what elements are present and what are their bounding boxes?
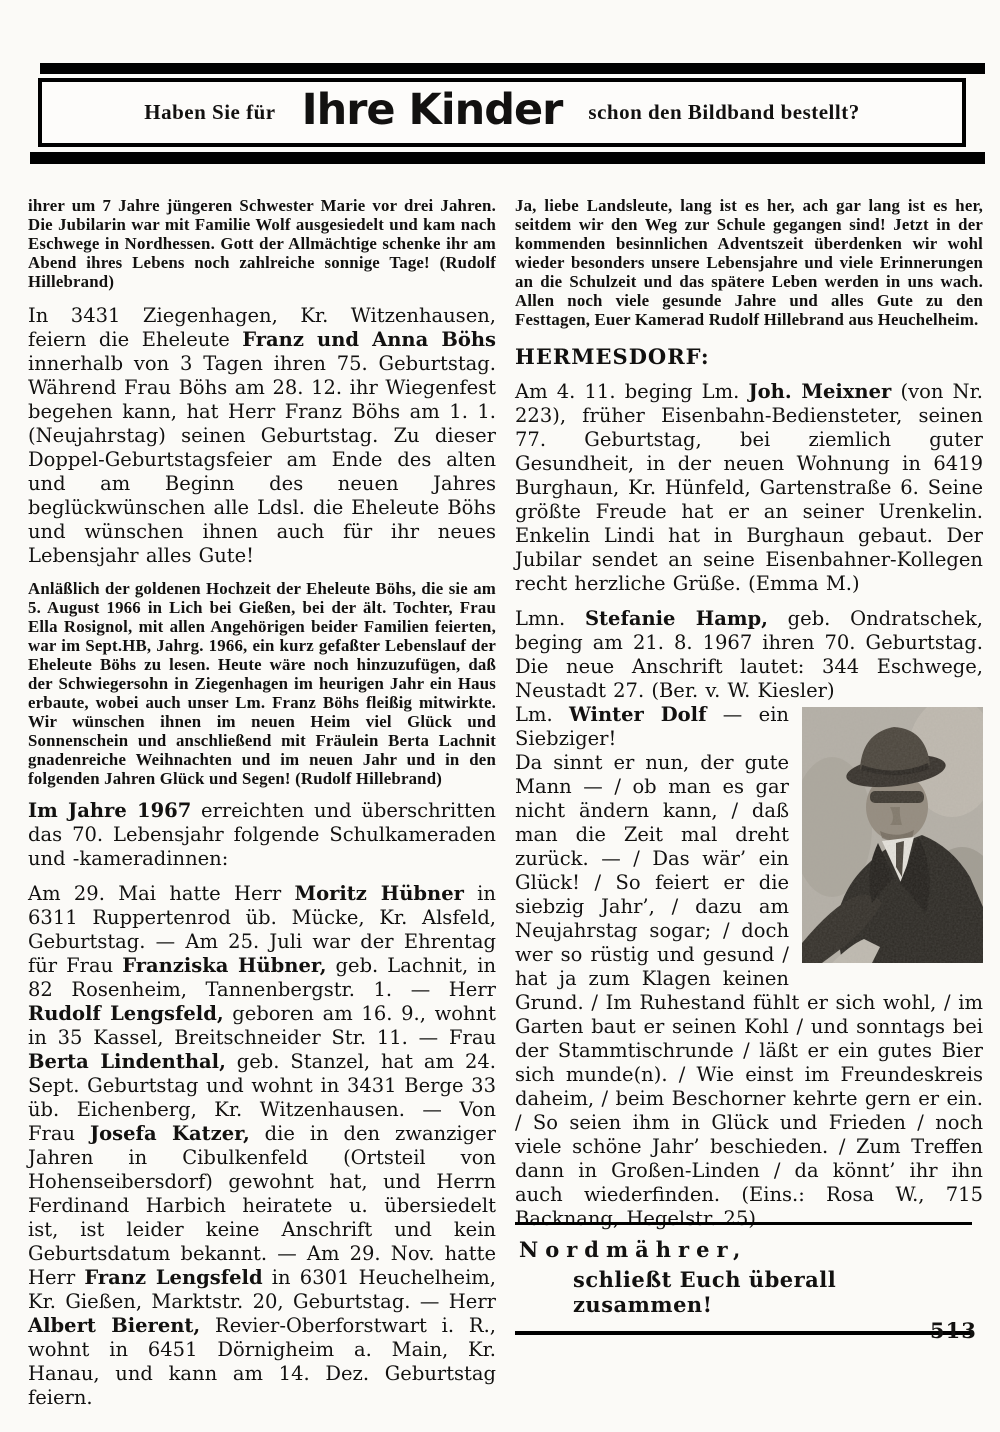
slogan-line-1: Nordmährer, bbox=[519, 1237, 748, 1262]
paragraph-winter-dolf-lead: Lm. Winter Dolf — ein Siebziger! bbox=[515, 703, 789, 750]
nordmaehrer-slogan bbox=[515, 1222, 972, 1335]
paragraph-meixner-birthday: Am 4. 11. beging Lm. Joh. Meixner (von Nr. 223), früher Eisenbahn-Bediensteter, seinen 77. Geburtstag, bei ziemlich guter Gesundheit, in der neuen Wohnung in 6419 Burghaun, Kr. Hünfeld, Gartenstraße 6. Seine größte Freude hat er an seiner Urenkelin. Enkelin Lindi hat in Burghaun gebaut. Der Jubilar sendet an seine Eisenbahner-Kollegen recht herzliche Grüße. (Emma M.) bbox=[515, 380, 983, 595]
winter-dolf-section bbox=[515, 703, 983, 1231]
left-column bbox=[28, 196, 496, 1410]
right-column bbox=[515, 196, 983, 1231]
paragraph-winter-dolf-poem: Da sinnt er nun, der gute Mann — / ob man es gar nicht ändern kann, / daß man die Zeit mal dreht zurück. — / Das wär’ ein Glück! / So feiert er die siebzig Jahr’, / dazu am Neujahrstag sogar; / doch wer so rüstig und gesund / hat ja zum Klagen keinen Grund. / Im Ruhestand fühlt er sich wohl, / im Garten baut er seinen Kohl / und sonntags bei der Stammtischrunde / läßt er ein gutes Bier sich munde(n). / Wie einst im Freundeskreis daheim, / beim Beschorner kehrte gern er ein. / So seien ihm in Glück und Frieden / noch viele schöne Jahr’ beschieden. / Zum Treffen dann in Großen-Linden / da könnt’ ihr ihn auch wiederfinden. (Eins.: Rosa W., 715 Backnang, Hegelstr. 25) bbox=[515, 751, 983, 1230]
paragraph-birthdays-list: Am 29. Mai hatte Herr Moritz Hübner in 6311 Ruppertenrod üb. Mücke, Kr. Alsfeld, Geburtstag. — Am 25. Juli war der Ehrentag für Frau Franziska Hübner, geb. Lachnit, in 82 Rosenheim, Tannenbergstr. 1. — Herr Rudolf Lengsfeld, geboren am 16. 9., wohnt in 35 Kassel, Breitschneider Str. 11. — Frau Berta Lindenthal, geb. Stanzel, hat am 24. Sept. Geburtstag und wohnt in 3431 Berge 33 üb. Eichenberg, Kr. Witzenhausen. — Von Frau Josefa Katzer, die in den zwanziger Jahren in Cibulkenfeld (Ortsteil von Hohenseibersdorf) gewohnt hat, und Herrn Ferdinand Harbich heiratete u. übersiedelt ist, ist leider keine Anschrift und kein Geburtsdatum bekannt. — Am 29. Nov. hatte Herr Franz Lengsfeld in 6301 Heuchelheim, Kr. Gießen, Marktstr. 20, Geburtstag. — Herr Albert Bierent, Revier-Oberforstwart i. R., wohnt in 6451 Dörnigheim a. Main, Kr. Hanau, und kann am 14. Dez. Geburtstag feiern. bbox=[28, 882, 497, 1409]
banner-bottom-rule bbox=[30, 152, 985, 164]
section-heading-hermesdorf: HERMESDORF: bbox=[515, 344, 710, 369]
banner-title-text: Ihre Kinder bbox=[301, 84, 563, 135]
paragraph-landsleute-greeting: Ja, liebe Landsleute, lang ist es her, ach gar lang ist es her, seitdem wir den Weg zur Schule gegangen sind! Jetzt in der kommenden besinnlichen Adventszeit überdenken wir wohl wieder besonders unsere Lebensjahre und viele Erinnerungen an die Schulzeit und das spätere Leben werden in uns wach. Allen noch viele gesunde Jahre und alles Gute zu den Festtagen, Euer Kamerad Rudolf Hillebrand aus Heuchelheim. bbox=[515, 196, 983, 329]
banner-suffix-text: schon den Bildband bestellt? bbox=[588, 100, 860, 124]
paragraph-im-jahre-1967: Im Jahre 1967 erreichten und überschritten das 70. Lebensjahr folgende Schulkameraden und -kameradinnen: bbox=[28, 799, 496, 870]
page-number: 513 bbox=[930, 1318, 977, 1343]
paragraph-boehs-anniversary: In 3431 Ziegenhagen, Kr. Witzenhausen, feiern die Eheleute Franz und Anna Böhs innerhalb von 3 Tagen ihren 75. Geburtstag. Während Frau Böhs am 28. 12. ihr Wiegenfest begehen kann, hat Herr Franz Böhs am 1. 1. (Neujahrstag) seinen Geburtstag. Zu dieser Doppel-Geburtstagsfeier am Ende des alten und am Beginn des neuen Jahres beglückwünschen alle Ldsl. die Eheleute Böhs und wünschen ihnen auch für ihr neues Lebensjahr alles Gute! bbox=[28, 304, 496, 567]
bildband-ad-banner bbox=[38, 78, 966, 147]
banner-prefix-text: Haben Sie für bbox=[144, 100, 276, 124]
top-rule bbox=[40, 63, 985, 74]
paragraph-intro-continuation: ihrer um 7 Jahre jüngeren Schwester Marie vor drei Jahren. Die Jubilarin war mit Familie Wolf ausgesiedelt und kam nach Eschwege in Nordhessen. Gott der Allmächtige schenke ihr am Abend ihres Lebens noch zahlreiche sonnige Tage! (Rudolf Hillebrand) bbox=[28, 196, 496, 291]
paragraph-golden-wedding: Anläßlich der goldenen Hochzeit der Eheleute Böhs, die sie am 5. August 1966 in Lich bei Gießen, bei der ält. Tochter, Frau Ella Rosignol, mit allen Angehörigen beider Familien feierten, war im Sept.HB, Jahrg. 1966, ein kurz gefaßter Lebenslauf der Eheleute Böhs zu lesen. Heute wäre noch hinzuzufügen, daß der Schwiegersohn in Ziegenhagen im heurigen Jahr ein Haus erbaute, wobei auch unser Lm. Franz Böhs fleißig mitwirkte. Wir wünschen ihnen im neuen Heim viel Glück und Sonnenschein und anschließend mit Fräulein Berta Lachnit gnadenreiche Weihnachten und im neuen Jahr und in den folgenden Jahren Glück und Segen! (Rudolf Hillebrand) bbox=[28, 579, 496, 788]
slogan-line-2: schließt Euch überall zusammen! bbox=[573, 1267, 837, 1317]
paragraph-hamp-birthday: Lmn. Stefanie Hamp, geb. Ondratschek, beging am 21. 8. 1967 ihren 70. Geburtstag. Die neue Anschrift lautet: 344 Eschwege, Neustadt 27. (Ber. v. W. Kiesler) bbox=[515, 607, 983, 702]
portrait-photo bbox=[802, 707, 983, 963]
